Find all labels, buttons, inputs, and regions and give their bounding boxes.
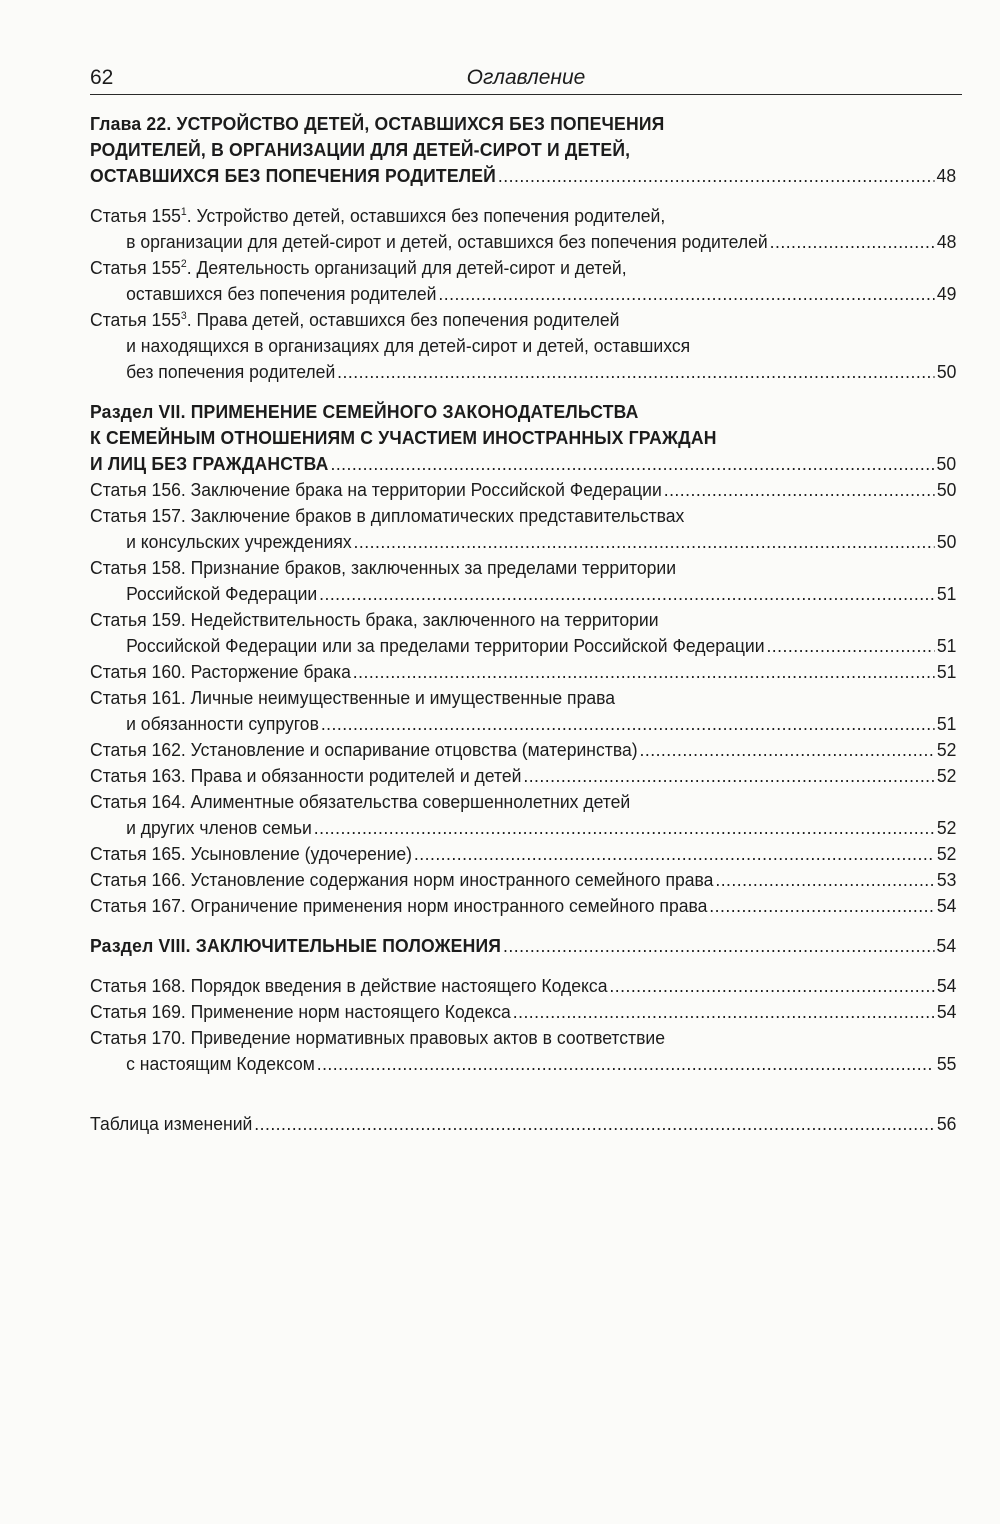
toc-entry-article-155-3[interactable] xyxy=(90,307,956,385)
page-header xyxy=(90,66,962,95)
leader-dots xyxy=(498,163,935,189)
toc-line: Российской Федерации xyxy=(126,583,318,604)
page-ref: 51 xyxy=(936,713,957,734)
toc-line: и консульских учреждениях xyxy=(126,531,352,552)
leader-dots xyxy=(337,359,935,385)
page-ref: 54 xyxy=(936,975,957,996)
toc-line: РОДИТЕЛЕЙ, В ОРГАНИЗАЦИИ ДЛЯ ДЕТЕЙ-СИРОТ И ДЕТЕЙ, xyxy=(90,139,631,160)
toc-line: Глава 22. УСТРОЙСТВО ДЕТЕЙ, ОСТАВШИХСЯ БЕЗ ПОПЕЧЕНИЯ xyxy=(90,113,665,134)
toc-line: Статья 157. Заключение браков в дипломатических представительствах xyxy=(90,505,685,526)
page-ref: 52 xyxy=(936,739,957,760)
toc-line: Раздел VIII. ЗАКЛЮЧИТЕЛЬНЫЕ ПОЛОЖЕНИЯ xyxy=(90,935,502,956)
toc-line: Статья 155 xyxy=(90,205,181,226)
toc-line: Статья 156. Заключение брака на территории Российской Федерации xyxy=(90,479,662,500)
toc-line: Статья 165. Усыновление (удочерение) xyxy=(90,843,412,864)
page-ref: 55 xyxy=(936,1053,957,1074)
leader-dots xyxy=(353,659,935,685)
leader-dots xyxy=(715,867,935,893)
toc-line: Российской Федерации или за пределами территории Российской Федерации xyxy=(126,635,765,656)
page-number: 62 xyxy=(90,66,114,89)
page-ref: 50 xyxy=(936,453,957,474)
toc-line: ОСТАВШИХСЯ БЕЗ ПОПЕЧЕНИЯ РОДИТЕЛЕЙ xyxy=(90,165,496,186)
leader-dots xyxy=(438,281,935,307)
toc-line: Статья 164. Алиментные обязательства совершеннолетних детей xyxy=(90,791,631,812)
leader-dots xyxy=(503,933,935,959)
toc-line: Статья 158. Признание браков, заключенных за пределами территории xyxy=(90,557,677,578)
toc-entry-article-162[interactable] xyxy=(90,737,956,763)
page-ref: 54 xyxy=(936,1001,957,1022)
toc-entry-article-155-2[interactable] xyxy=(90,255,956,307)
leader-dots xyxy=(770,229,935,255)
toc-line: Статья 160. Расторжение брака xyxy=(90,661,351,682)
page-ref: 54 xyxy=(936,935,957,956)
leader-dots xyxy=(354,529,935,555)
toc-line: в организации для детей-сирот и детей, оставшихся без попечения родителей xyxy=(126,231,768,252)
toc-line: . Устройство детей, оставшихся без попечения родителей, xyxy=(186,205,666,226)
leader-dots xyxy=(640,737,935,763)
toc-line: Статья 169. Применение норм настоящего Кодекса xyxy=(90,1001,511,1022)
toc-line: . Деятельность организаций для детей-сирот и детей, xyxy=(186,257,627,278)
toc-line: Статья 166. Установление содержания норм иностранного семейного права xyxy=(90,869,714,890)
toc-line: Таблица изменений xyxy=(90,1113,253,1134)
toc-line: Статья 159. Недействительность брака, заключенного на территории xyxy=(90,609,659,630)
toc-entry-article-169[interactable] xyxy=(90,999,956,1025)
superscript: 3 xyxy=(180,309,187,322)
page-ref: 50 xyxy=(936,479,957,500)
toc-entry-changes-table[interactable] xyxy=(90,1111,956,1137)
toc-line: с настоящим Кодексом xyxy=(126,1053,315,1074)
page-ref: 52 xyxy=(936,765,957,786)
toc-entry-article-160[interactable] xyxy=(90,659,956,685)
toc-entry-article-168[interactable] xyxy=(90,973,956,999)
toc-line: Раздел VII. ПРИМЕНЕНИЕ СЕМЕЙНОГО ЗАКОНОДАТЕЛЬСТВА xyxy=(90,401,639,422)
toc-entry-article-170[interactable] xyxy=(90,1025,956,1077)
superscript: 1 xyxy=(180,205,187,218)
toc-line: и обязанности супругов xyxy=(126,713,319,734)
toc-entry-article-164[interactable] xyxy=(90,789,956,841)
leader-dots xyxy=(314,815,935,841)
running-title: Оглавление xyxy=(466,66,586,89)
leader-dots xyxy=(254,1111,935,1137)
toc-line: Статья 170. Приведение нормативных правовых актов в соответствие xyxy=(90,1027,666,1048)
toc-entry-article-157[interactable] xyxy=(90,503,956,555)
toc-line: . Права детей, оставшихся без попечения родителей xyxy=(186,309,620,330)
toc-line: оставшихся без попечения родителей xyxy=(126,283,437,304)
page-ref: 49 xyxy=(936,283,957,304)
page-ref: 52 xyxy=(936,843,957,864)
toc-line: Статья 163. Права и обязанности родителей и детей xyxy=(90,765,522,786)
leader-dots xyxy=(317,1051,935,1077)
toc-entry-article-167[interactable] xyxy=(90,893,956,919)
toc-entry-article-166[interactable] xyxy=(90,867,956,893)
toc-line: Статья 167. Ограничение применения норм иностранного семейного права xyxy=(90,895,708,916)
leader-dots xyxy=(319,581,935,607)
toc-entry-article-163[interactable] xyxy=(90,763,956,789)
page-ref: 56 xyxy=(936,1113,957,1134)
superscript: 2 xyxy=(180,257,187,270)
toc-entry-article-161[interactable] xyxy=(90,685,956,737)
leader-dots xyxy=(513,999,935,1025)
leader-dots xyxy=(330,451,934,477)
toc-entry-chapter-22[interactable] xyxy=(90,111,956,189)
toc-line: и других членов семьи xyxy=(126,817,312,838)
toc-line: Статья 162. Установление и оспаривание отцовства (материнства) xyxy=(90,739,638,760)
toc-entry-section-7[interactable] xyxy=(90,399,956,477)
toc-line: Статья 161. Личные неимущественные и имущественные права xyxy=(90,687,616,708)
toc-line: без попечения родителей xyxy=(126,361,336,382)
toc-line: Статья 168. Порядок введения в действие настоящего Кодекса xyxy=(90,975,608,996)
page-ref: 50 xyxy=(936,361,957,382)
toc-line: и находящихся в организациях для детей-сирот и детей, оставшихся xyxy=(126,335,691,356)
toc-line: Статья 155 xyxy=(90,257,181,278)
page-ref: 54 xyxy=(936,895,957,916)
leader-dots xyxy=(766,633,935,659)
toc-line: К СЕМЕЙНЫМ ОТНОШЕНИЯМ С УЧАСТИЕМ ИНОСТРАННЫХ ГРАЖДАН xyxy=(90,427,717,448)
leader-dots xyxy=(321,711,935,737)
leader-dots xyxy=(664,477,935,503)
page-ref: 51 xyxy=(936,583,957,604)
leader-dots xyxy=(414,841,935,867)
toc-entry-article-165[interactable] xyxy=(90,841,956,867)
leader-dots xyxy=(709,893,935,919)
page-ref: 52 xyxy=(936,817,957,838)
page-ref: 50 xyxy=(936,531,957,552)
page-ref: 51 xyxy=(936,635,957,656)
page-ref: 48 xyxy=(936,231,957,252)
toc-entry-article-158[interactable] xyxy=(90,555,956,607)
toc-entry-article-159[interactable] xyxy=(90,607,956,659)
toc-line: Статья 155 xyxy=(90,309,181,330)
table-of-contents xyxy=(90,111,956,1137)
page-ref: 48 xyxy=(936,165,957,186)
toc-entry-article-155-1[interactable] xyxy=(90,203,956,255)
page-ref: 51 xyxy=(936,661,957,682)
toc-entry-article-156[interactable] xyxy=(90,477,956,503)
leader-dots xyxy=(523,763,935,789)
toc-line: И ЛИЦ БЕЗ ГРАЖДАНСТВА xyxy=(90,453,329,474)
leader-dots xyxy=(609,973,935,999)
toc-entry-section-8[interactable] xyxy=(90,933,956,959)
page-ref: 53 xyxy=(936,869,957,890)
